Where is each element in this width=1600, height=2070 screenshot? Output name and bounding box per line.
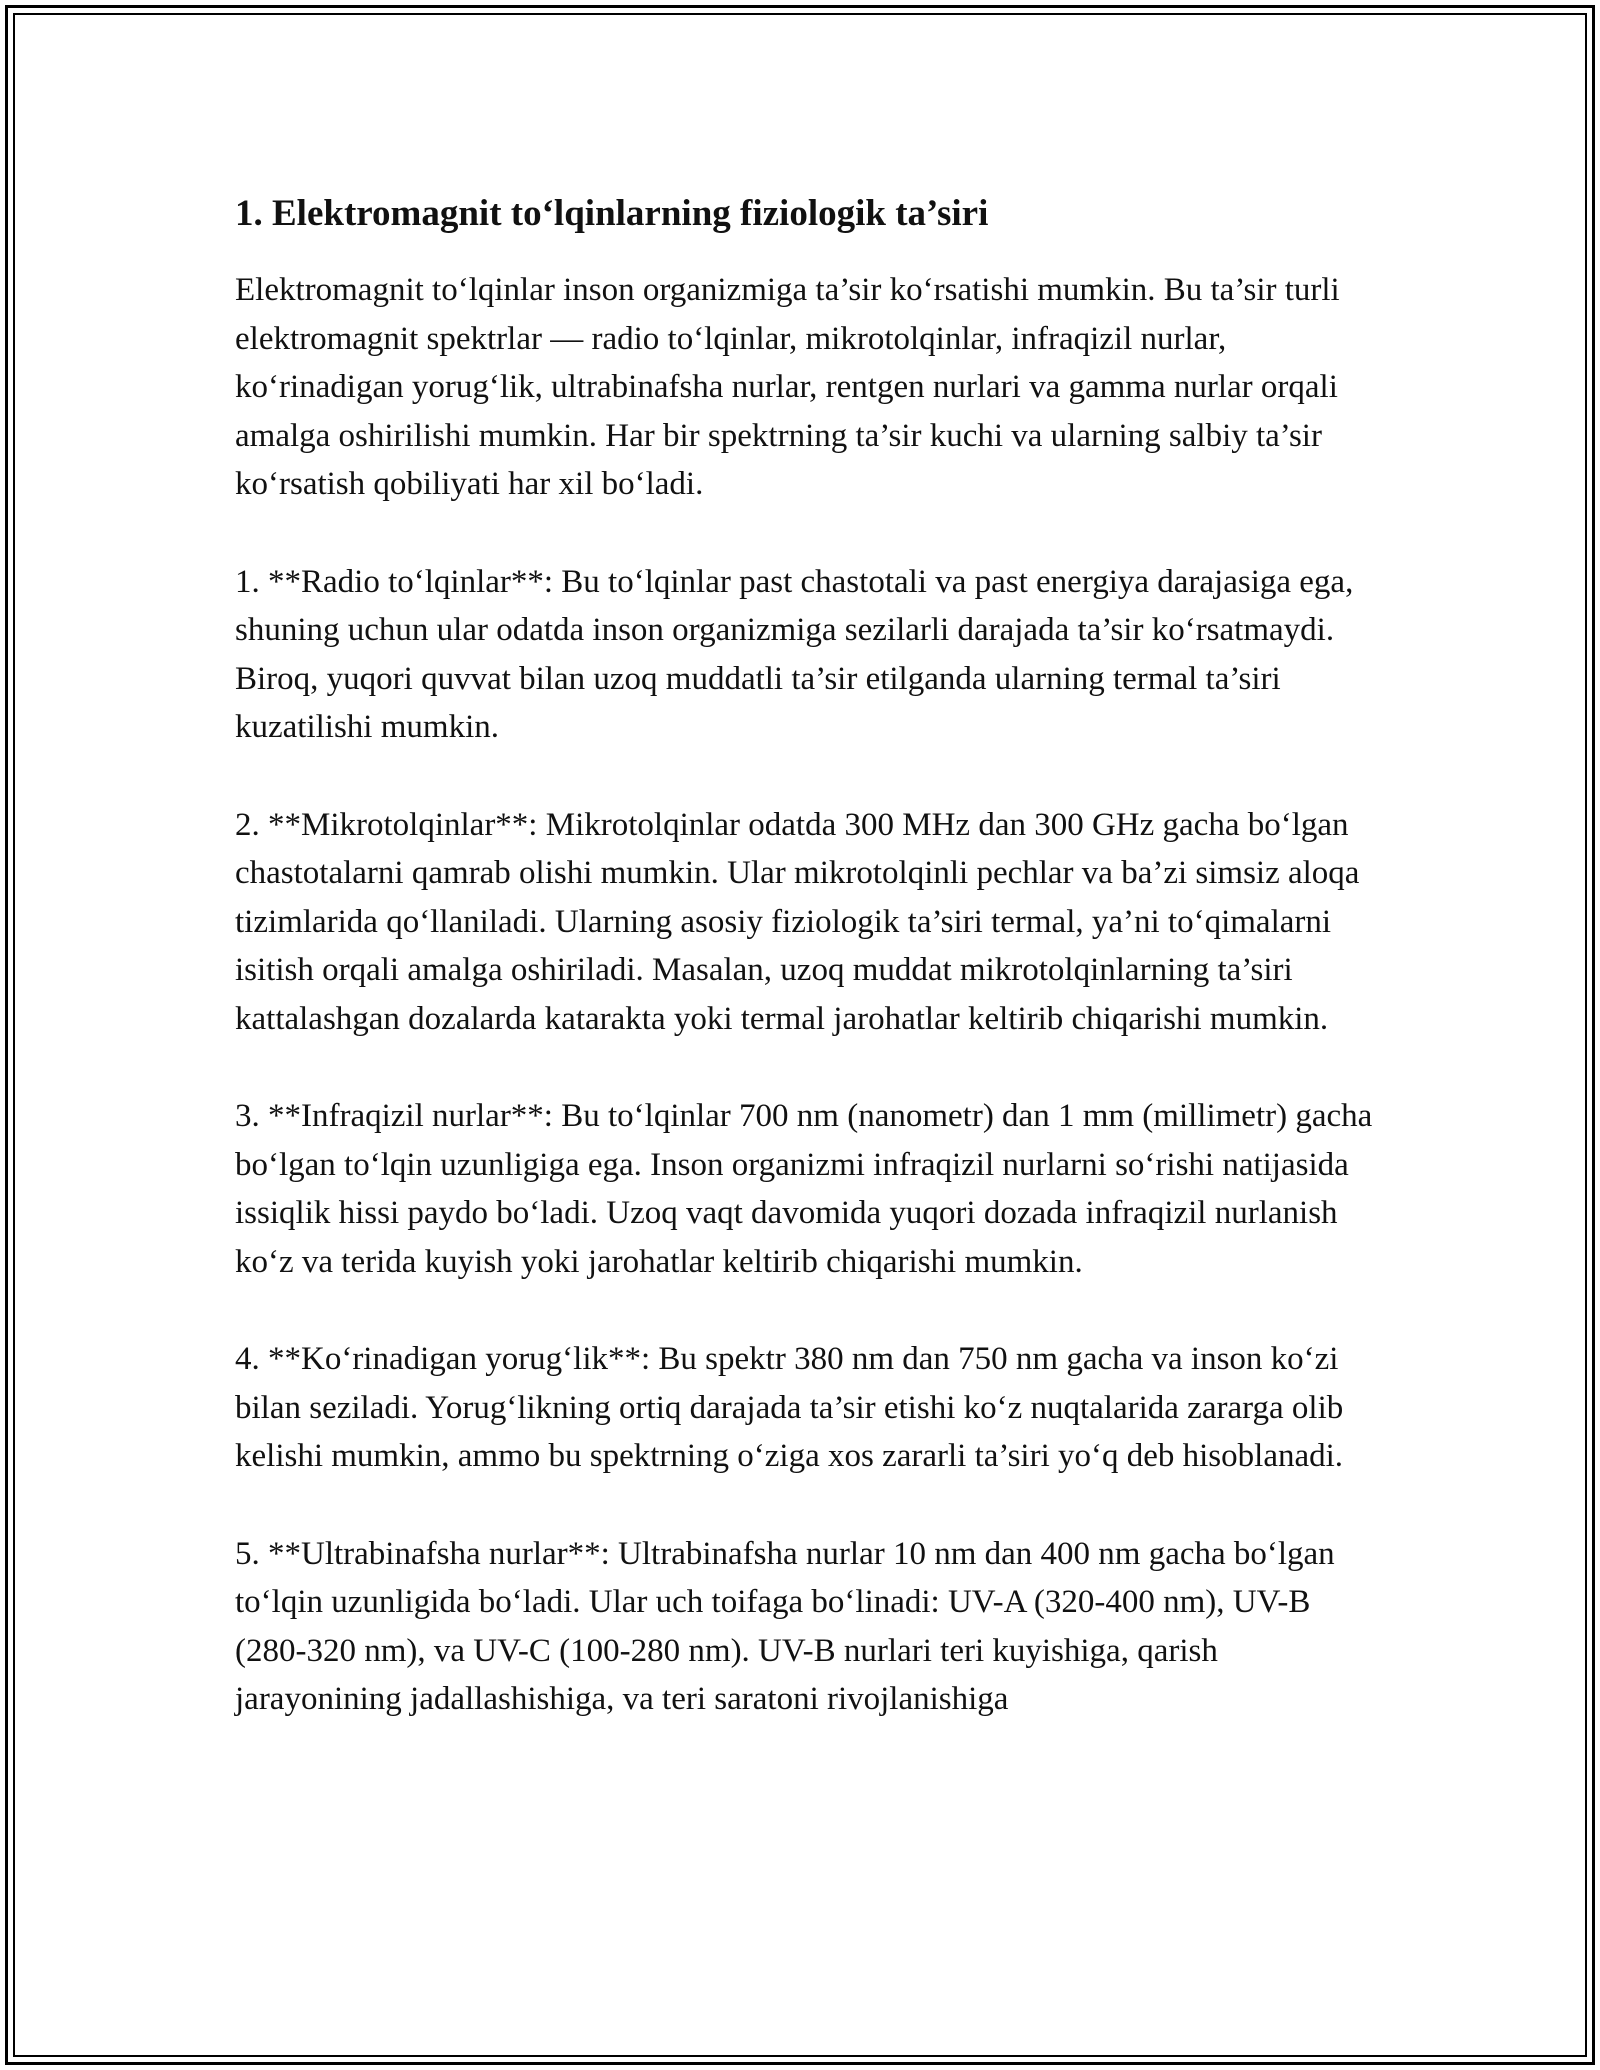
- document-title: 1. Elektromagnit to‘lqinlarning fiziologik ta’siri: [235, 193, 989, 234]
- list-item-infrared: 3. **Infraqizil nurlar**: Bu to‘lqinlar 700 nm (nanometr) dan 1 mm (millimetr) gacha bo‘lgan to‘lqin uzunligiga ega. Inson organizmi infraqizil nurlarni so‘rishi natijasida issiqlik hissi paydo bo‘ladi. Uzoq vaqt davomida yuqori dozada infraqizil nurlanish ko‘z va terida kuyish yoki jarohatlar keltirib chiqarishi mumkin.: [235, 1098, 1373, 1280]
- list-item-visible-light: 4. **Ko‘rinadigan yorug‘lik**: Bu spektr 380 nm dan 750 nm gacha va inson ko‘zi bilan seziladi. Yorug‘likning ortiq darajada ta’sir etishi ko‘z nuqtalarida zararga olib kelishi mumkin, ammo bu spektrning o‘ziga xos zararli ta’siri yo‘q deb hisoblanadi.: [235, 1341, 1344, 1474]
- intro-paragraph: Elektromagnit to‘lqinlar inson organizmiga ta’sir ko‘rsatishi mumkin. Bu ta’sir turli elektromagnit spektrlar — radio to‘lqinlar, mikrotolqinlar, infraqizil nurlar, ko‘rinadigan yorug‘lik, ultrabinafsha nurlar, rentgen nurlari va gamma nurlar orqali amalga oshirilishi mumkin. Har bir spektrning ta’sir kuchi va ularning salbiy ta’sir ko‘rsatish qobiliyati har xil bo‘ladi.: [235, 272, 1340, 502]
- list-item-ultraviolet: 5. **Ultrabinafsha nurlar**: Ultrabinafsha nurlar 10 nm dan 400 nm gacha bo‘lgan to‘lqin uzunligida bo‘ladi. Ular uch toifaga bo‘linadi: UV-A (320-400 nm), UV-B (280-320 nm), va UV-C (100-280 nm). UV-B nurlari teri kuyishiga, qarish jarayonining jadallashishiga, va teri saratoni rivojlanishiga: [235, 1535, 1335, 1717]
- list-item-microwaves: 2. **Mikrotolqinlar**: Mikrotolqinlar odatda 300 MHz dan 300 GHz gacha bo‘lgan chastotalarni qamrab olishi mumkin. Ular mikrotolqinli pechlar va ba’zi simsiz aloqa tizimlarida qo‘llaniladi. Ularning asosiy fiziologik ta’siri termal, ya’ni to‘qimalarni isitish orqali amalga oshiriladi. Masalan, uzoq muddat mikrotolqinlarning ta’siri kattalashgan dozalarda katarakta yoki termal jarohatlar keltirib chiqarishi mumkin.: [235, 806, 1360, 1037]
- list-item-radio-waves: 1. **Radio to‘lqinlar**: Bu to‘lqinlar past chastotali va past energiya darajasiga ega, shuning uchun ular odatda inson organizmiga sezilarli darajada ta’sir ko‘rsatmaydi. Biroq, yuqori quvvat bilan uzoq muddatli ta’sir etilganda ularning termal ta’siri kuzatilishi mumkin.: [235, 563, 1354, 745]
- document-body: [235, 188, 1375, 1724]
